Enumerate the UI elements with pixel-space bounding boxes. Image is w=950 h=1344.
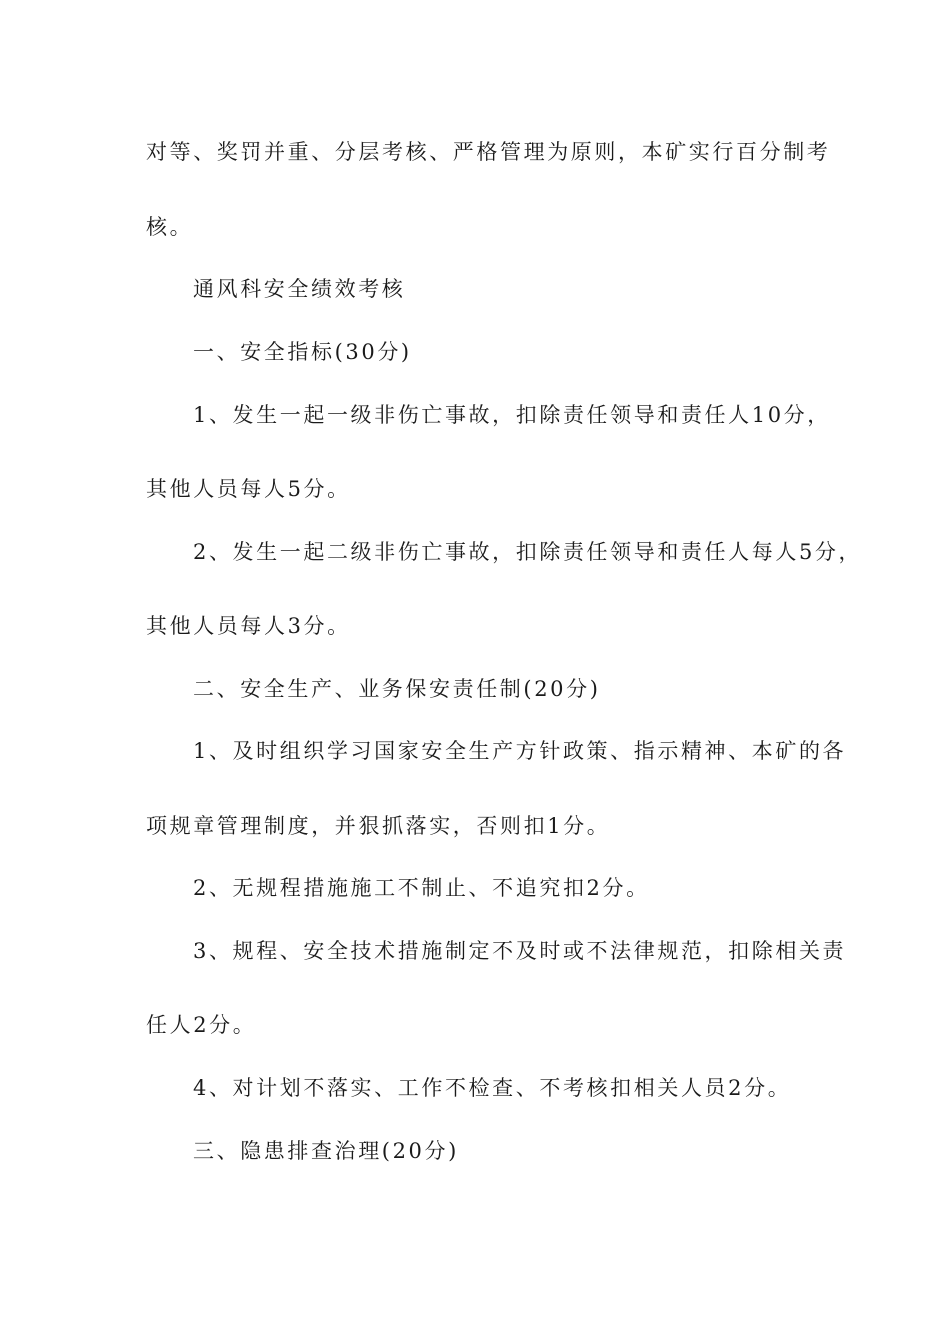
list-item-continuation: 任人2分。 xyxy=(146,1013,257,1037)
heading-hazard-inspection: 三、隐患排查治理(20分) xyxy=(193,1139,459,1163)
list-item: 2、无规程措施施工不制止、不追究扣2分。 xyxy=(193,876,650,900)
section-title: 通风科安全绩效考核 xyxy=(193,277,406,301)
list-item-continuation: 其他人员每人5分。 xyxy=(146,477,351,501)
list-item: 1、及时组织学习国家安全生产方针政策、指示精神、本矿的各 xyxy=(193,739,847,763)
list-item-continuation: 其他人员每人3分。 xyxy=(146,614,351,638)
list-item: 4、对计划不落实、工作不检查、不考核扣相关人员2分。 xyxy=(193,1076,792,1100)
list-item: 2、发生一起二级非伤亡事故，扣除责任领导和责任人每人5分， xyxy=(193,540,863,564)
paragraph-continuation: 对等、奖罚并重、分层考核、严格管理为原则，本矿实行百分制考 xyxy=(146,140,831,164)
list-item: 1、发生一起一级非伤亡事故，扣除责任领导和责任人10分， xyxy=(193,403,831,427)
heading-safety-indicators: 一、安全指标(30分) xyxy=(193,340,412,364)
paragraph-continuation: 核。 xyxy=(146,215,194,239)
list-item: 3、规程、安全技术措施制定不及时或不法律规范，扣除相关责 xyxy=(193,939,847,963)
list-item-continuation: 项规章管理制度，并狠抓落实，否则扣1分。 xyxy=(146,814,611,838)
heading-responsibility-system: 二、安全生产、业务保安责任制(20分) xyxy=(193,677,601,701)
